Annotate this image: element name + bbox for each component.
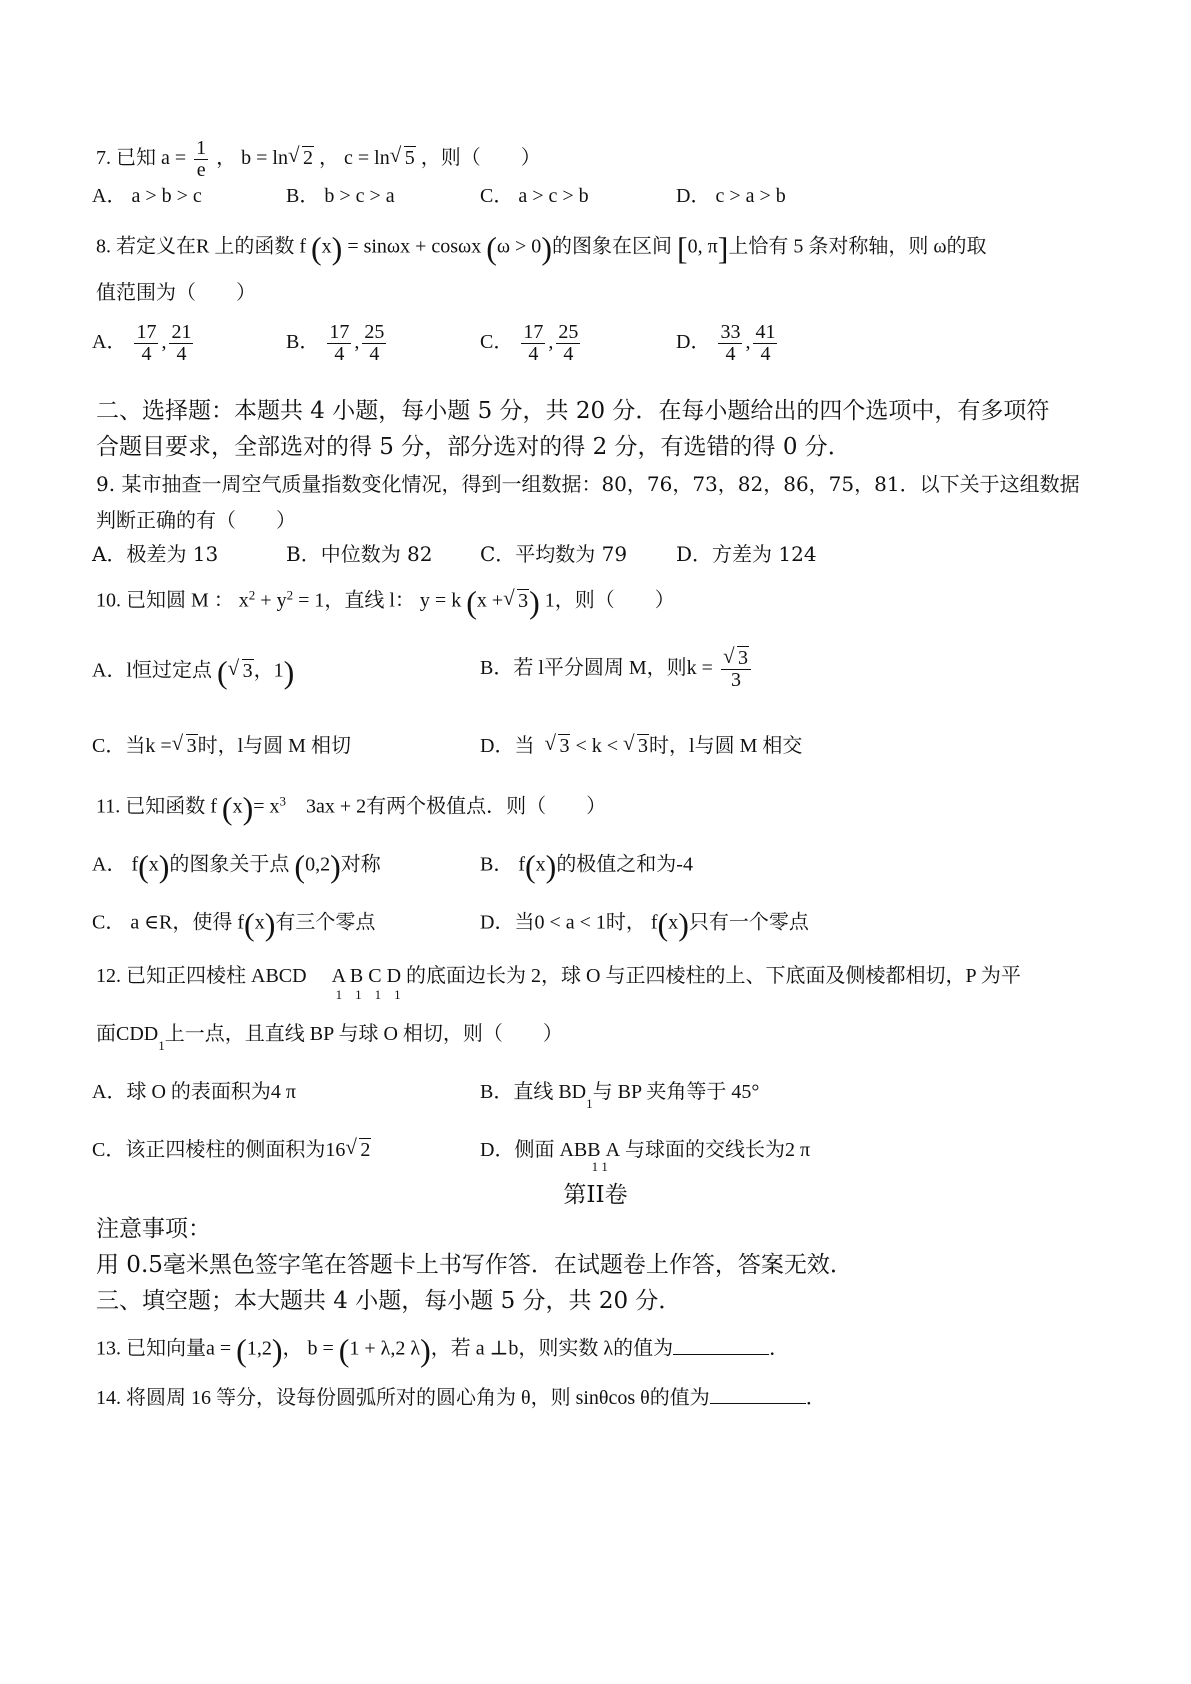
q9-option-a: A．极差为 13 [92,542,219,566]
q11-option-b: B． f(x)的极值之和为-4 [480,848,693,884]
section-2-line-1: 二、选择题：本题共 4 小题，每小题 5 分，共 20 分．在每小题给出的四个选项中，有多项符 [96,398,1050,424]
q9-option-c: C．平均数为 79 [480,542,628,566]
q8-option-c: C． $\frac{17}{4}$ , $\frac{25}{4}$ [480,321,579,365]
q7-option-b: B． b > c > a [286,185,395,207]
q7-prefix: 7. 已知 [96,147,156,170]
question-8: 8. 若定义在R 上的函数 f (x) = sinωx + cosωx (ω > 0)的图象在区间 [0, π]上恰有 5 条对称轴，则 ω的取 [96,230,987,266]
q11-option-a: A． f(x)的图象关于点 (0,2)对称 [92,848,381,884]
q11-option-c: C． a ∈R，使得 f(x)有三个零点 [92,906,376,942]
q12-option-d: D．侧面 ABB A 1 1 与球面的交线长为2 π [480,1139,811,1174]
q7-c: ， c = ln [319,147,390,170]
q7-b: ， b = ln [216,147,288,170]
q8-option-d: D． $\frac{33}{4}$ , $\frac{41}{4}$ [676,321,776,365]
question-12-line-1: 12. 已知正四棱柱 ABCD A B C D 1 1 1 1 的底面边长为 2，球 O 与正四棱柱的上、下底面及侧棱都相切，P 为平 [96,965,1021,1002]
q9-line-1: 9. 某市抽查一周空气质量指数变化情况，得到一组数据：80，76，73，82，86，75，81．以下关于这组数据 [96,472,1080,496]
q7-a: a = [161,147,187,170]
question-12-line-2: 面$CDD_1$上一点，且直线 BP 与球 O 相切，则（ ） [96,1023,563,1053]
q7-a-fraction: $\frac{1}{e}$ [196,137,207,181]
q9-line-2: 判断正确的有（ ） [96,508,296,532]
question-10: 10. 已知圆 M ： $x^2 + y^2 = 1$，直线 l： y = k (x +√ 3) 1，则（ ） [96,586,675,618]
q11-option-d: D．当0 < a < 1时， f(x)只有一个零点 [480,906,809,942]
q12-option-a: A．球 O 的表面积为4 π [92,1081,296,1103]
q12-option-b: B．直线 $BD_1$与 BP 夹角等于 45° [480,1081,760,1111]
q7-c-sqrt: √ 5 [390,148,416,168]
q13-answer-blank[interactable] [673,1354,769,1355]
question-14: 14. 将圆周 16 等分，设每份圆弧所对的圆心角为 θ，则 sinθcos θ的值为 ． [96,1387,826,1409]
q7-suffix: ，则（ ） [420,147,541,170]
q10-option-c: C．当k =√ 3时，l与圆 M 相切 [92,736,351,756]
q10-option-d: D．当 √ 3 < k < √ 3时，l与圆 M 相交 [480,736,802,756]
q8-line-2: 值范围为（ ） [96,280,256,304]
notice-heading: 注意事项： [96,1216,211,1242]
q9-option-b: B．中位数为 82 [286,542,433,566]
section-3-heading: 三、填空题；本大题共 4 小题，每小题 5 分，共 20 分． [96,1288,682,1314]
part-2-title: 第II卷 [563,1182,628,1208]
q7-option-c: C． a > c > b [480,185,589,207]
q7-option-a: A． a > b > c [92,185,202,207]
q8-option-a: A． $\frac{17}{4}$ , $\frac{21}{4}$ [92,321,192,365]
q7-option-d: D． c > a > b [676,185,786,207]
section-2-line-2: 合题目要求，全部选对的得 5 分，部分选对的得 2 分，有选错的得 0 分． [96,434,851,460]
q12-option-c: C．该正四棱柱的侧面积为16√ 2 [92,1140,371,1160]
q10-option-b: B．若 l平分圆周 M，则k = √ $\frac{3}{3}$ [480,648,754,691]
question-13: 13. 已知向量a = (1,2)， b = (1 + λ,2 λ)，若 a ⊥b，则实数 λ的值为 ． [96,1332,790,1368]
q9-option-d: D．方差为 124 [676,542,817,566]
q7-b-sqrt: √ 2 [288,148,314,168]
q8-option-b: B． $\frac{17}{4}$ , $\frac{25}{4}$ [286,321,385,365]
question-11: 11. 已知函数 f $(x)= x^3$ 3ax + 2有两个极值点．则（ ） [96,790,607,826]
q10-option-a: A．l恒过定点 (√ 3，1) [92,656,294,688]
notice-body: 用 0.5毫米黑色签字笔在答题卡上书写作答．在试题卷上作答，答案无效． [96,1252,853,1278]
q14-answer-blank[interactable] [710,1403,806,1404]
question-7 [96,138,541,181]
